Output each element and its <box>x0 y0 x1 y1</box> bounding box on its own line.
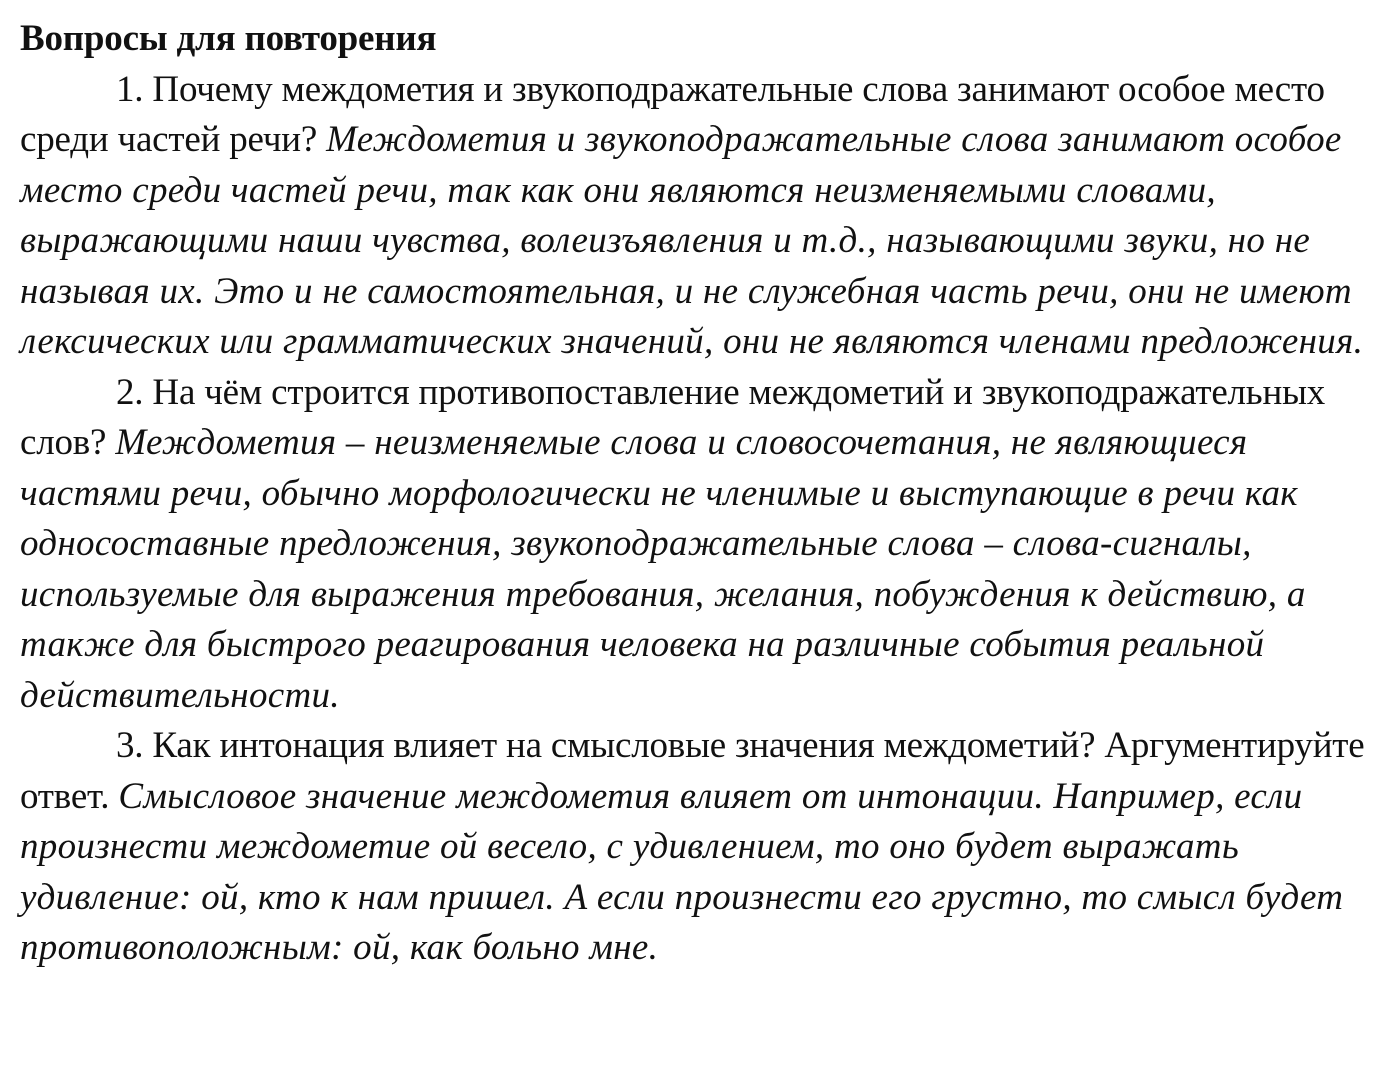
question-text: На чём строится противопоставление междометий и звукоподражательных слов? <box>20 371 1326 463</box>
section-title: Вопросы для повторения <box>20 18 437 59</box>
answer-text: Смысловое значение междометия влияет от интонации. Например, если произнести междометие ой весело, с удивлением, то оно будет выражать удивление: ой, кто к нам пришел. А если произнести его грустно, то смысл будет противоположным: ой, как больно мне. <box>20 775 1344 968</box>
answer-text: Междометия – неизменяемые слова и словосочетания, не являющиеся частями речи, обычно морфологически не членимые и выступающие в речи как односоставные предложения, звукоподражательные слова – слова-сигналы, используемые для выражения требования, желания, побуждения к действию, а также для быстрого реагирования человека на различные события реальной действительности. <box>20 422 1306 716</box>
question-item-1 <box>20 65 1380 368</box>
question-item-3 <box>20 721 1380 974</box>
question-item-2 <box>20 368 1380 722</box>
question-text: Почему междометия и звукоподражательные слова занимают особое место среди частей речи? <box>20 68 1325 160</box>
answer-text: Междометия и звукоподражательные слова занимают особое место среди частей речи, так как они являются неизменяемыми словами, выражающими наши чувства, волеизъявления и т.д., называющими звуки, но не называя их. Это и не самостоятельная, и не служебная часть речи, они не имеют лексических или грамматических значений, они не являются членами предложения. <box>20 119 1364 362</box>
question-number: 2. <box>116 371 144 413</box>
question-text: Как интонация влияет на смысловые значения междометий? Аргументируйте ответ. <box>20 725 1365 817</box>
question-number: 1. <box>116 68 144 110</box>
document-page <box>20 14 1380 974</box>
question-number: 3. <box>116 725 144 766</box>
